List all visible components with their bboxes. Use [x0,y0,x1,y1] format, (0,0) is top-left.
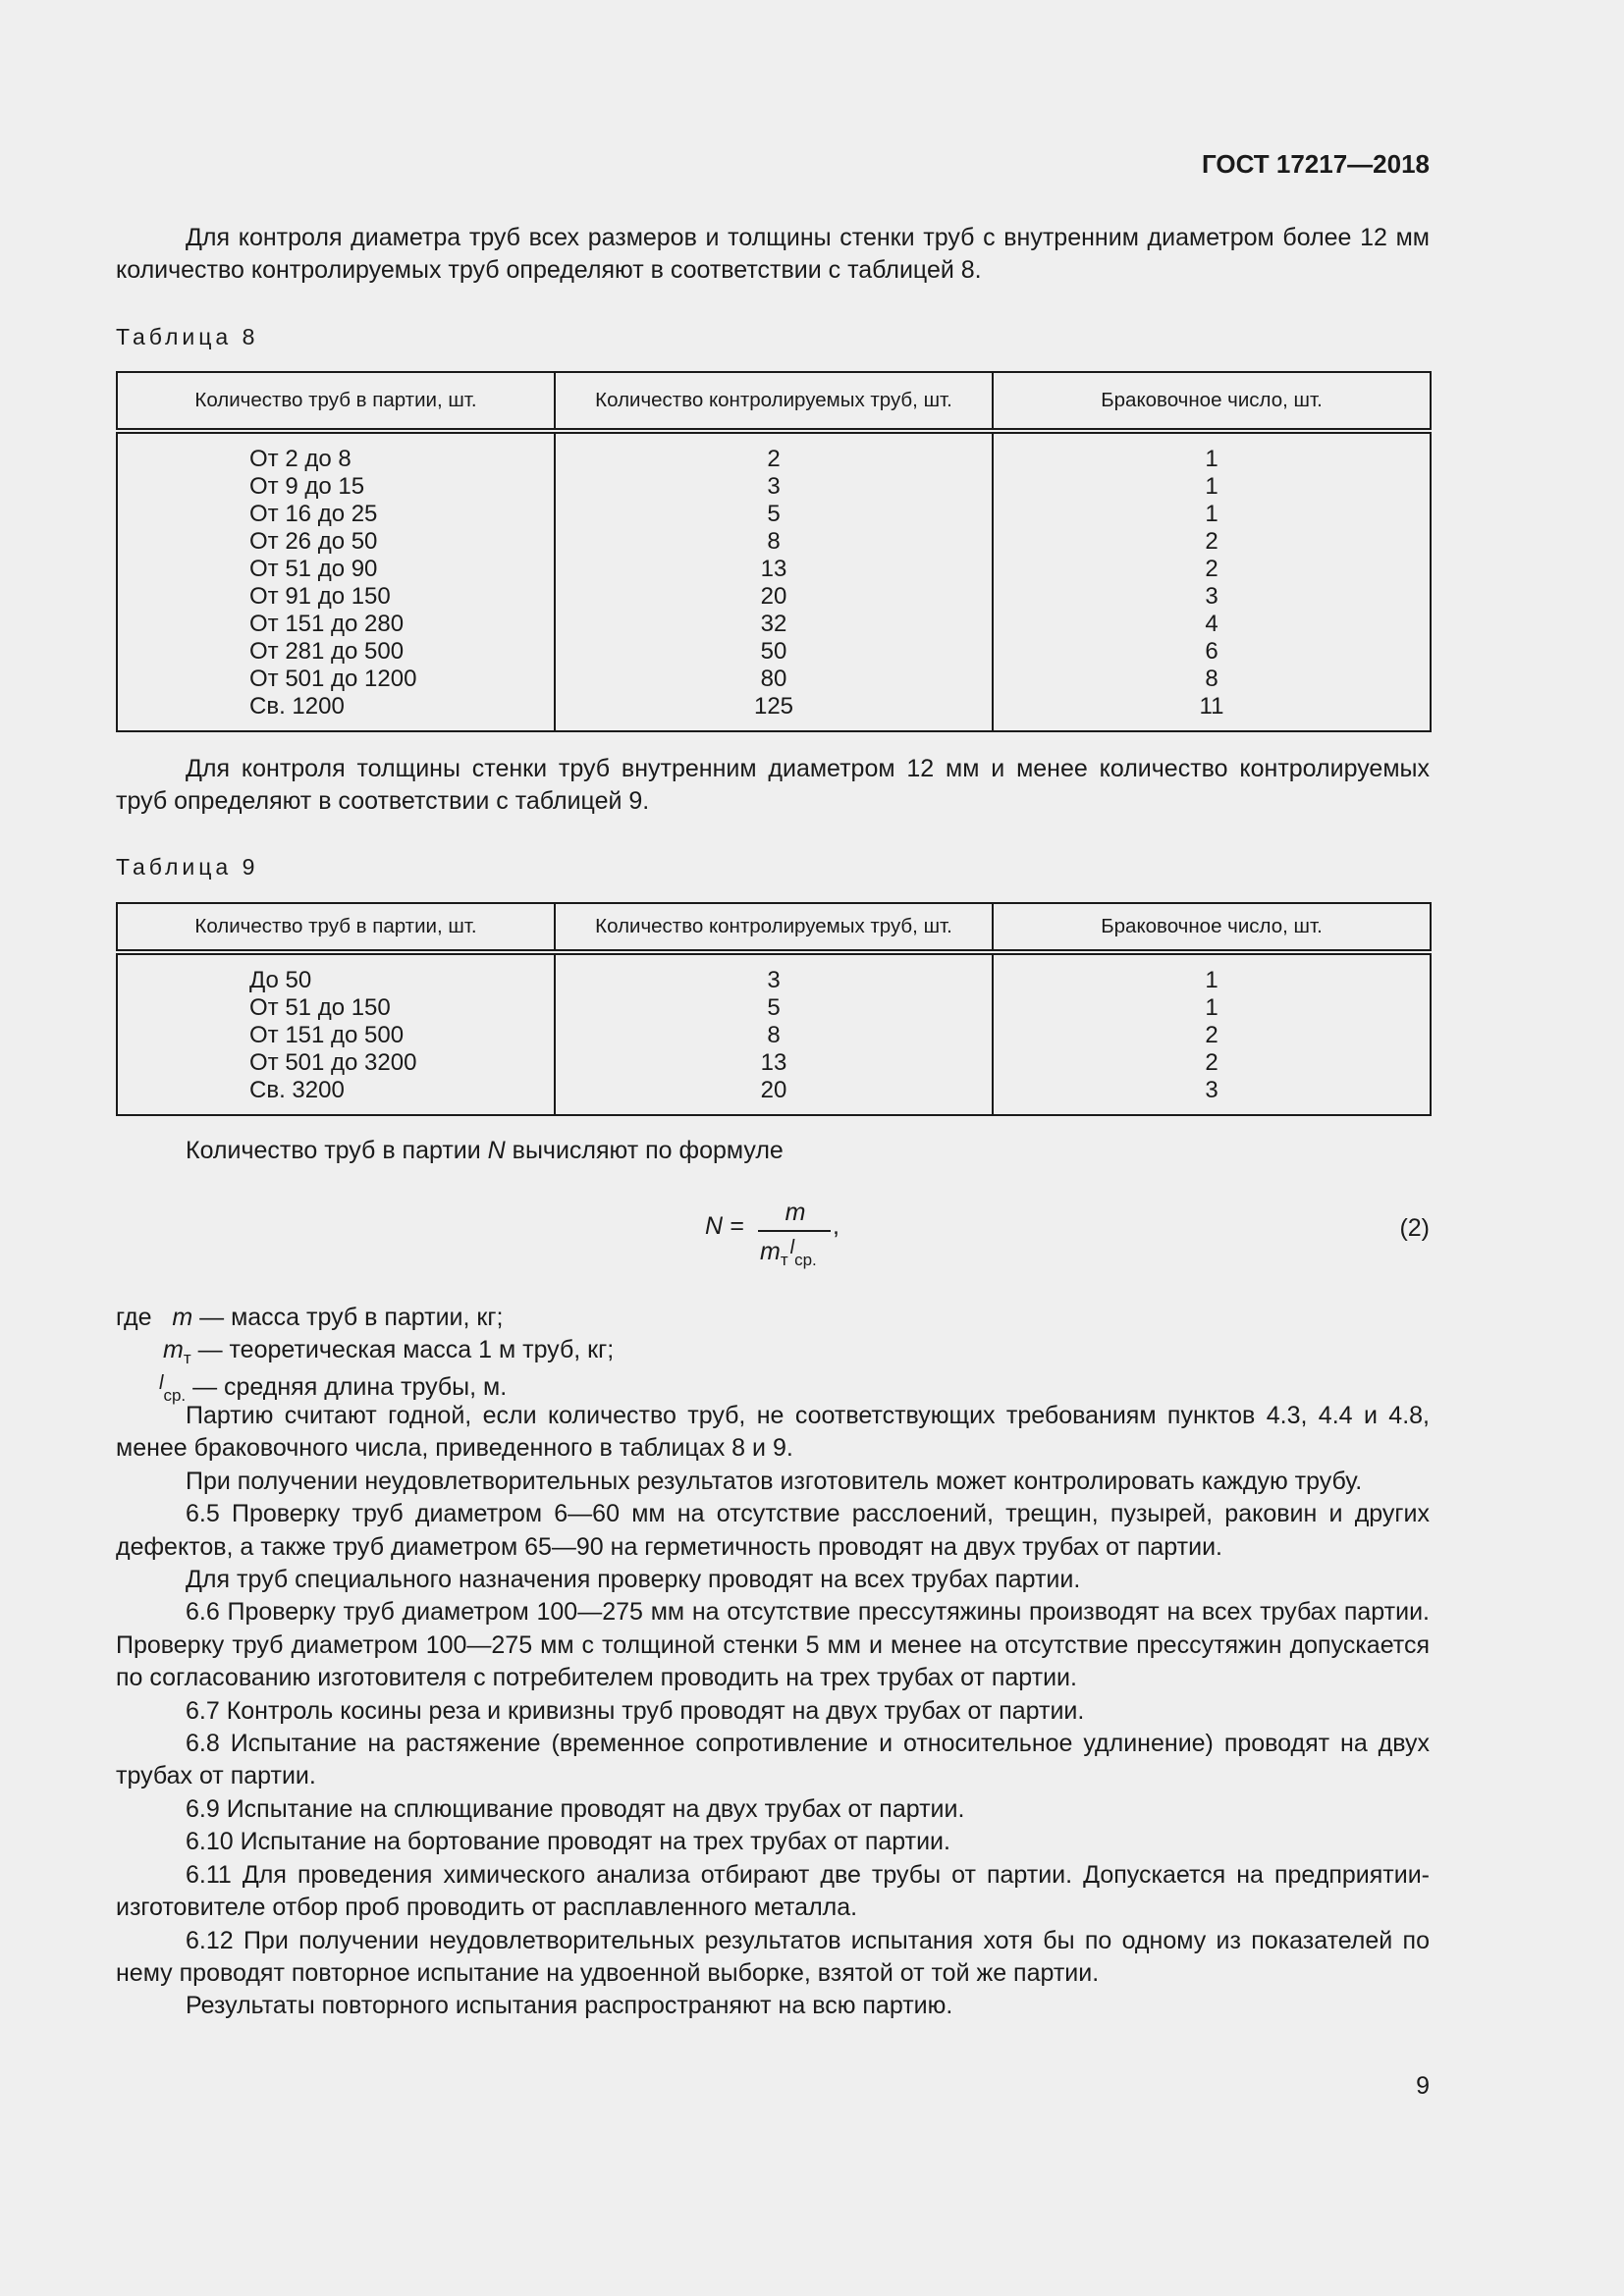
cell-lot-size: От 281 до 500 [117,638,555,666]
paragraph-6-11: 6.11 Для проведения химического анализа отбирают две трубы от партии. Допускается на предприятии-изготовителе отбор проб проводить от расплавленного металла. [116,1860,1430,1922]
paragraph-6-7: 6.7 Контроль косины реза и кривизны труб проводят на двух трубах от партии. [186,1696,1085,1725]
table9-header-controlled: Количество контролируемых труб, шт. [555,903,993,952]
cell-reject-number: 2 [993,556,1431,583]
fraction-bar [758,1230,831,1232]
cell-reject-number: 1 [993,473,1431,501]
cell-lot-size: До 50 [117,952,555,994]
cell-reject-number: 1 [993,952,1431,994]
page-number: 9 [1416,2072,1430,2100]
cell-lot-size: От 9 до 15 [117,473,555,501]
table-row [117,666,1431,693]
definition-sub: ср. [163,1385,187,1405]
formula-denominator-m: m [760,1238,781,1265]
cell-lot-size: От 151 до 500 [117,1022,555,1049]
paragraph-6-5: 6.5 Проверку труб диаметром 6—60 мм на отсутствие расслоений, трещин, пузырей, раковин и других дефектов, а также труб диаметром 65—90 на герметичность проводят на двух трубах от партии. [116,1500,1430,1561]
table-row [117,638,1431,666]
cell-lot-size: От 51 до 90 [117,556,555,583]
table-row [117,994,1431,1022]
formula-numerator [756,1199,835,1227]
cell-reject-number: 4 [993,611,1431,638]
paragraph-table9-intro: Для контроля толщины стенки труб внутренним диаметром 12 мм и менее количество контролируемых труб определяют в соответствии с таблицей 9. [116,755,1430,816]
cell-lot-size: От 91 до 150 [117,583,555,611]
cell-reject-number: 2 [993,528,1431,556]
definition-text: — средняя длина трубы, м. [186,1372,508,1401]
cell-reject-number: 2 [993,1022,1431,1049]
table-row [117,473,1431,501]
table-row [117,952,1431,994]
definition-lcp [116,1367,1430,1404]
table-row [117,693,1431,731]
cell-controlled-count: 8 [555,1022,993,1049]
table9 [116,902,1432,1116]
document-code: ГОСТ 17217—2018 [1202,149,1430,179]
cell-reject-number: 3 [993,583,1431,611]
cell-lot-size: От 26 до 50 [117,528,555,556]
cell-controlled-count: 2 [555,431,993,473]
cell-controlled-count: 20 [555,1077,993,1115]
table-row [117,1077,1431,1115]
paragraph-6-6: 6.6 Проверку труб диаметром 100—275 мм на отсутствие прессутяжины производят на всех трубах партии. Проверку труб диаметром 100—275 мм с толщиной стенки 5 мм и менее на отсутствие прессутяжин допускается по согласованию изготовителя с потребителем проводить на трех трубах от партии. [116,1598,1430,1692]
formula-denominator-l: l [789,1237,795,1258]
cell-lot-size: Св. 1200 [117,693,555,731]
formula-lhs-text: N = [705,1212,744,1240]
table-row [117,1022,1431,1049]
cell-reject-number: 8 [993,666,1431,693]
formula-intro [186,1135,784,1167]
cell-lot-size: От 16 до 25 [117,501,555,528]
cell-controlled-count: 13 [555,1049,993,1077]
table9-header-row [117,903,1431,952]
definition-sub: т [183,1349,191,1368]
cell-controlled-count: 50 [555,638,993,666]
formula-intro-after: вычисляют по формуле [505,1137,784,1164]
paragraph-repeat-results: Результаты повторного испытания распространяют на всю партию. [186,1992,953,2020]
formula-comma: , [833,1212,839,1240]
cell-lot-size: От 2 до 8 [117,431,555,473]
cell-reject-number: 1 [993,431,1431,473]
table9-header-lot-size: Количество труб в партии, шт. [117,903,555,952]
paragraph-unsatisfactory: При получении неудовлетворительных результатов изготовитель может контролировать каждую трубу. [186,1467,1363,1495]
paragraph-table8-intro: Для контроля диаметра труб всех размеров и толщины стенки труб с внутренним диаметром более 12 мм количество контролируемых труб определяют в соответствии с таблицей 8. [116,224,1430,285]
definition-prefix: где [116,1304,152,1331]
definition-m [116,1302,1430,1334]
cell-lot-size: Св. 3200 [117,1077,555,1115]
definition-var: m [172,1304,193,1331]
definition-mt [116,1334,1430,1366]
cell-reject-number: 11 [993,693,1431,731]
table9-label: Таблица 9 [116,854,259,880]
cell-controlled-count: 5 [555,501,993,528]
cell-controlled-count: 20 [555,583,993,611]
formula-number: (2) [1399,1214,1430,1242]
cell-controlled-count: 3 [555,473,993,501]
formula-denominator-m-sub: т [780,1251,788,1269]
cell-lot-size: От 151 до 280 [117,611,555,638]
cell-controlled-count: 3 [555,952,993,994]
cell-controlled-count: 80 [555,666,993,693]
definition-var: l [159,1371,164,1394]
table9-header-reject-number: Браковочное число, шт. [993,903,1431,952]
cell-reject-number: 1 [993,501,1431,528]
cell-lot-size: От 501 до 1200 [117,666,555,693]
cell-reject-number: 6 [993,638,1431,666]
definitions-list [116,1302,1430,1404]
table-row [117,431,1431,473]
table-row [117,556,1431,583]
paragraph-6-12: 6.12 При получении неудовлетворительных результатов испытания хотя бы по одному из показателей по нему проводят повторное испытание на удвоенной выборке, взятой от той же партии. [116,1926,1430,1987]
cell-lot-size: От 51 до 150 [117,994,555,1022]
table-row [117,1049,1431,1077]
table-row [117,583,1431,611]
paragraph-special-purpose: Для труб специального назначения проверку проводят на всех трубах партии. [186,1566,1081,1594]
formula-lhs [705,1212,744,1241]
cell-reject-number: 2 [993,1049,1431,1077]
table-row [117,501,1431,528]
cell-lot-size: От 501 до 3200 [117,1049,555,1077]
definition-text: — теоретическая масса 1 м труб, кг; [190,1336,615,1364]
definition-text: — масса труб в партии, кг; [192,1304,504,1331]
cell-reject-number: 1 [993,994,1431,1022]
table8-header-lot-size: Количество труб в партии, шт. [117,372,555,431]
paragraph-acceptance: Партию считают годной, если количество труб, не соответствующих требованиям пунктов 4.3, 4.4 и 4.8, менее браковочного числа, приведенного в таблицах 8 и 9. [116,1402,1430,1463]
paragraph-6-10: 6.10 Испытание на бортование проводят на трех трубах от партии. [186,1828,950,1856]
paragraph-6-9: 6.9 Испытание на сплющивание проводят на двух трубах от партии. [186,1794,965,1823]
formula-intro-var: N [487,1137,506,1164]
cell-controlled-count: 125 [555,693,993,731]
formula-numerator-var: m [785,1199,806,1226]
formula-intro-before: Количество труб в партии [186,1137,488,1164]
paragraph-6-8: 6.8 Испытание на растяжение (временное сопротивление и относительное удлинение) проводят на двух трубах от партии. [116,1730,1430,1790]
table8-header-controlled: Количество контролируемых труб, шт. [555,372,993,431]
table-row [117,528,1431,556]
formula-denominator-l-sub: ср. [794,1251,817,1269]
table8-header-reject-number: Браковочное число, шт. [993,372,1431,431]
formula-denominator [760,1237,817,1269]
table-row [117,611,1431,638]
cell-controlled-count: 13 [555,556,993,583]
cell-controlled-count: 5 [555,994,993,1022]
body-text [116,1400,1430,2023]
definition-var: m [163,1336,184,1364]
table8-label: Таблица 8 [116,324,259,349]
cell-controlled-count: 32 [555,611,993,638]
table8 [116,371,1432,732]
cell-controlled-count: 8 [555,528,993,556]
cell-reject-number: 3 [993,1077,1431,1115]
table8-header-row [117,372,1431,431]
